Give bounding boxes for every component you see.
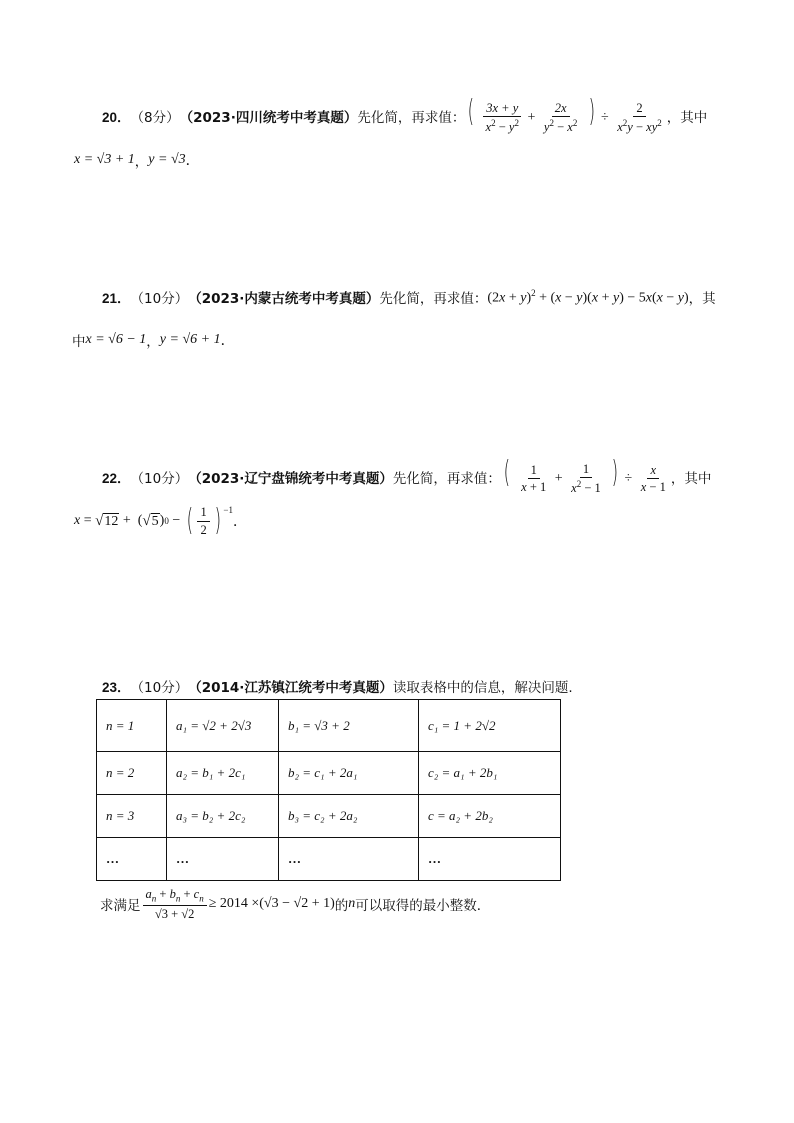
q22-points: （10分）: [130, 471, 189, 487]
table-row: [97, 838, 561, 881]
q22-source: （2023·辽宁盘锦统考中考真题）: [188, 471, 393, 487]
q23-variable-n: n: [348, 896, 356, 911]
q22-number: 22．: [102, 471, 131, 486]
q23-bottom-tail: 可以取得的最小整数．: [355, 898, 491, 914]
table-cell: a₁ = √2 + 2√3: [167, 700, 279, 752]
q23-table: [96, 699, 561, 881]
q23-number: 23．: [102, 680, 131, 695]
q20-source: （2023·四川统考中考真题）: [179, 110, 358, 126]
q20-number: 20．: [102, 110, 131, 125]
q21-task: 先化简，再求值：: [379, 291, 488, 307]
table-cell: n = 3: [97, 795, 167, 838]
table-cell: a₃ = b₂ + 2c₂: [167, 795, 279, 838]
table-cell: n = 2: [97, 752, 167, 795]
q21-expression: $(2x + y)^2 + (x - y)(x + y) - 5x(x - y)$: [487, 287, 689, 306]
q21-source: （2023·内蒙古统考中考真题）: [188, 291, 380, 307]
q20-given-y: y = √3: [148, 152, 186, 167]
table-cell: c = a₂ + 2b₂: [419, 795, 561, 838]
q21-line2: 中 x = √6 − 1 ， y = √6 + 1 ．: [72, 332, 235, 350]
q23-line1: [102, 676, 573, 696]
q22-line2: x = √ 12 + ( √ 5 ) 0 − ( $\frac{1}{2}$ ) $^{-1}$ ．: [74, 503, 247, 538]
table-row: [97, 700, 561, 752]
q20-task: 先化简，再求值：: [357, 110, 466, 126]
table-cell: …: [97, 838, 167, 881]
q22-line1: [102, 457, 711, 497]
q20-points: （8分）: [130, 110, 180, 126]
q21-given-y: y = √6 + 1: [159, 332, 221, 347]
q22-expression: ( $\frac{1}{x + 1}$ + $\frac{1}{x^2 - 1}$ ) ÷ $\frac{x}{x - 1}$: [503, 455, 666, 496]
q21-points: （10分）: [130, 291, 189, 307]
q20-given-x: x = √3 + 1: [74, 152, 135, 167]
q21-tail: ，其: [688, 291, 716, 307]
table-cell: n = 1: [97, 700, 167, 752]
q23-inequality: $\frac{a_n + b_n + c_n}{√3 + √2}$: [141, 887, 209, 921]
q20-line2: x = √3 + 1 ， y = √3 ．: [74, 152, 200, 170]
table-cell: …: [167, 838, 279, 881]
table-cell: …: [419, 838, 561, 881]
q21-line1: [102, 287, 716, 307]
q20-expression: ( $\frac{3x + y}{x^2 - y^2}$ + $\frac{2x}{y^2 - x^2}$ ) ÷ $\frac{2}{x^2y - xy^2}$: [467, 94, 662, 135]
table-cell: c₁ = 1 + 2√2: [419, 700, 561, 752]
q20-line1: [102, 96, 707, 136]
q20-tail: ，其中: [666, 110, 708, 126]
table-cell: a₂ = b₁ + 2c₁: [167, 752, 279, 795]
q23-bottom-lead: 求满足: [100, 898, 141, 914]
q22-task: 先化简，再求值：: [392, 471, 501, 487]
table-cell: …: [279, 838, 419, 881]
table-row: [97, 752, 561, 795]
q23-task: 读取表格中的信息，解决问题.: [392, 680, 573, 696]
q21-given-x: x = √6 − 1: [85, 332, 147, 347]
table-row: [97, 795, 561, 838]
table-cell: b₁ = √3 + 2: [279, 700, 419, 752]
table-cell: b₃ = c₂ + 2a₂: [279, 795, 419, 838]
q23-bottom-line: 求满足 $\frac{a_n + b_n + c_n}{√3 + √2}$ ≥ 2014 ×(√3 − √2 + 1) 的 n 可以取得的最小整数．: [100, 886, 491, 921]
q23-inequality-rhs: ≥ 2014 ×(√3 − √2 + 1): [208, 896, 335, 911]
q23-source: （2014·江苏镇江统考中考真题）: [188, 680, 393, 696]
q21-number: 21．: [102, 291, 131, 306]
q22-tail: ，其中: [670, 471, 712, 487]
table-cell: c₂ = a₁ + 2b₁: [419, 752, 561, 795]
table-cell: b₂ = c₁ + 2a₁: [279, 752, 419, 795]
q23-points: （10分）: [130, 680, 189, 696]
